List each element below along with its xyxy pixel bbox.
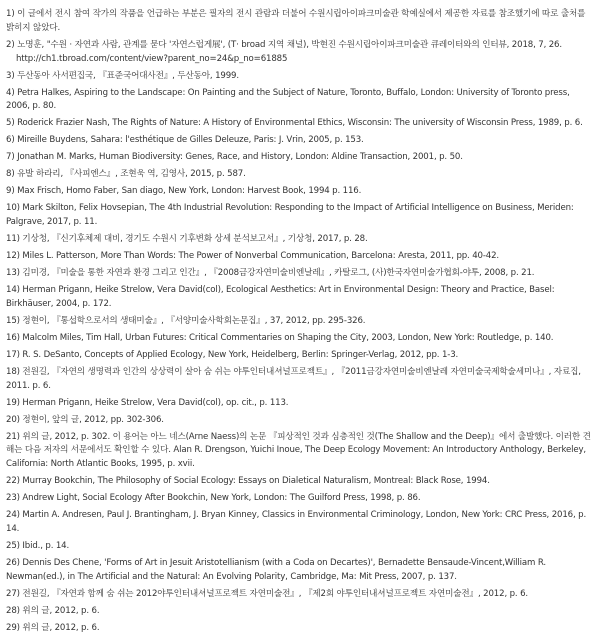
footnote-13: 13) 김미경, 『미술을 통한 자연과 환경 그리고 인간』, 『2008금강자연미술비엔날레』, 카탈로그, (사)한국자연미술가협회-야투, 2008, p. 21. (6, 267, 594, 281)
footnote-1: 1) 이 글에서 전시 참여 작가의 작품을 언급하는 부분은 필자의 전시 관람과 더불어 수원시립아이파크미술관 학예실에서 제공한 자료를 참조했기에 따로 출처를 밝히지 않았다. (6, 8, 594, 36)
footnote-27: 27) 전원길, 『자연과 함께 숨 쉬는 2012야투인터내셔널프로젝트 자연미술전』, 『제2회 야투인터내셔널프로젝트 자연미술전』, 2012, p. 6. (6, 588, 594, 602)
footnote-2-url: http://ch1.tbroad.com/content/view?parent_no=24&p_no=61885 (6, 53, 594, 67)
footnote-4: 4) Petra Halkes, Aspiring to the Landscape: On Painting and the Subject of Nature, Toronto, Buffalo, London: University of Toronto press, 2006, p. 80. (6, 87, 594, 115)
footnote-20: 20) 정현이, 앞의 글, 2012, pp. 302-306. (6, 414, 594, 428)
footnote-17: 17) R. S. DeSanto, Concepts of Applied Ecology, New York, Heidelberg, Berlin: Springer-Verlag, 2012, pp. 1-3. (6, 349, 594, 363)
footnote-23: 23) Andrew Light, Social Ecology After Bookchin, New York, London: The Guilford Press, 1998, p. 86. (6, 492, 594, 506)
footnote-2 (6, 39, 594, 67)
footnote-19: 19) Herman Prigann, Heike Strelow, Vera David(col), op. cit., p. 113. (6, 397, 594, 411)
footnote-5: 5) Roderick Frazier Nash, The Rights of Nature: A History of Environmental Ethics, Wisconsin: The university of Wisconsin Press, 1989, p. 6. (6, 117, 594, 131)
footnote-10: 10) Mark Skilton, Felix Hovsepian, The 4th Industrial Revolution: Responding to the Impact of Artificial Intelligence on Business, Meriden: Palgrave, 2017, p. 11. (6, 202, 594, 230)
footnote-8: 8) 유발 하라리, 『사피엔스』, 조현욱 역, 김영사, 2015, p. 587. (6, 168, 594, 182)
footnote-14: 14) Herman Prigann, Heike Strelow, Vera David(col), Ecological Aesthetics: Art in Environmental Design: Theory and Practice, Basel: Birkhäuser, 2004, p. 172. (6, 284, 594, 312)
footnote-16: 16) Malcolm Miles, Tim Hall, Urban Futures: Critical Commentaries on Shaping the City, 2003, London, New York: Routledge, p. 140. (6, 332, 594, 346)
footnote-24: 24) Martin A. Andresen, Paul J. Brantingham, J. Bryan Kinney, Classics in Environmental Criminology, London, New York: CRC Press, 2016, p. 14. (6, 509, 594, 537)
footnote-29: 29) 위의 글, 2012, p. 6. (6, 622, 594, 635)
footnote-21: 21) 위의 글, 2012, p. 302. 이 용어는 아느 네스(Arne Naess)의 논문 『피상적인 것과 심층적인 것(The Shallow and the Deep)』에서 출발했다. 이러한 견해는 다음 저자의 서문에서도 확인할 수 있다. Alan R. Drengson, Yuichi Inoue, The Deep Ecology Movement: An Introductory Anthology, Berkeley, California: North Atlantic Books, 1995, p. xvii. (6, 431, 594, 472)
footnote-12: 12) Miles L. Patterson, More Than Words: The Power of Nonverbal Communication, Barcelona: Aresta, 2011, pp. 40-42. (6, 250, 594, 264)
footnote-22: 22) Murray Bookchin, The Philosophy of Social Ecology: Essays on Dialetical Naturalism, Montreal: Black Rose, 1994. (6, 475, 594, 489)
footnote-9: 9) Max Frisch, Homo Faber, San diago, New York, London: Harvest Book, 1994 p. 116. (6, 185, 594, 199)
footnote-28: 28) 위의 글, 2012, p. 6. (6, 605, 594, 619)
footnote-25: 25) Ibid., p. 14. (6, 540, 594, 554)
footnote-2-text: 2) 노명훈, "수원 · 자연과 사람, 관계를 묻다 '자연스럽게展', (T· broad 지역 채널), 박현진 수원시립아이파크미술관 큐레이터와의 인터뷰, 2018, 7, 26. (6, 40, 562, 50)
footnote-7: 7) Jonathan M. Marks, Human Biodiversity: Genes, Race, and History, London: Aldine Transaction, 2001, p. 50. (6, 151, 594, 165)
footnote-11: 11) 기상청, 『신기후체제 대비, 경기도 수원시 기후변화 상세 분석보고서』, 기상청, 2017, p. 28. (6, 233, 594, 247)
footnote-18: 18) 전원길, 『자연의 생명력과 인간의 상상력이 살아 숨 쉬는 야투인터내셔널프로젝트』, 『2011금강자연미술비엔날레 자연미술국제학술세미나』, 자료집, 2011. p. 6. (6, 366, 594, 394)
footnote-3: 3) 두산동아 사서편집국, 『표준국어대사전』, 두산동아, 1999. (6, 70, 594, 84)
footnote-6: 6) Mireille Buydens, Sahara: l'esthétique de Gilles Deleuze, Paris: J. Vrin, 2005, p. 153. (6, 134, 594, 148)
footnote-15: 15) 정현이, 『통섭학으로서의 생태미술』, 『서양미술사학회논문집』, 37, 2012, pp. 295-326. (6, 315, 594, 329)
footnote-26: 26) Dennis Des Chene, 'Forms of Art in Jesuit Aristotellianism (with a Coda on Decartes)', Bernadette Bensaude-Vincent,William R. Newman(ed.), in The Artificial and the Natural: An Evolving Polarity, Cambridge, Ma: Mit Press, 2007, p. 137. (6, 557, 594, 585)
